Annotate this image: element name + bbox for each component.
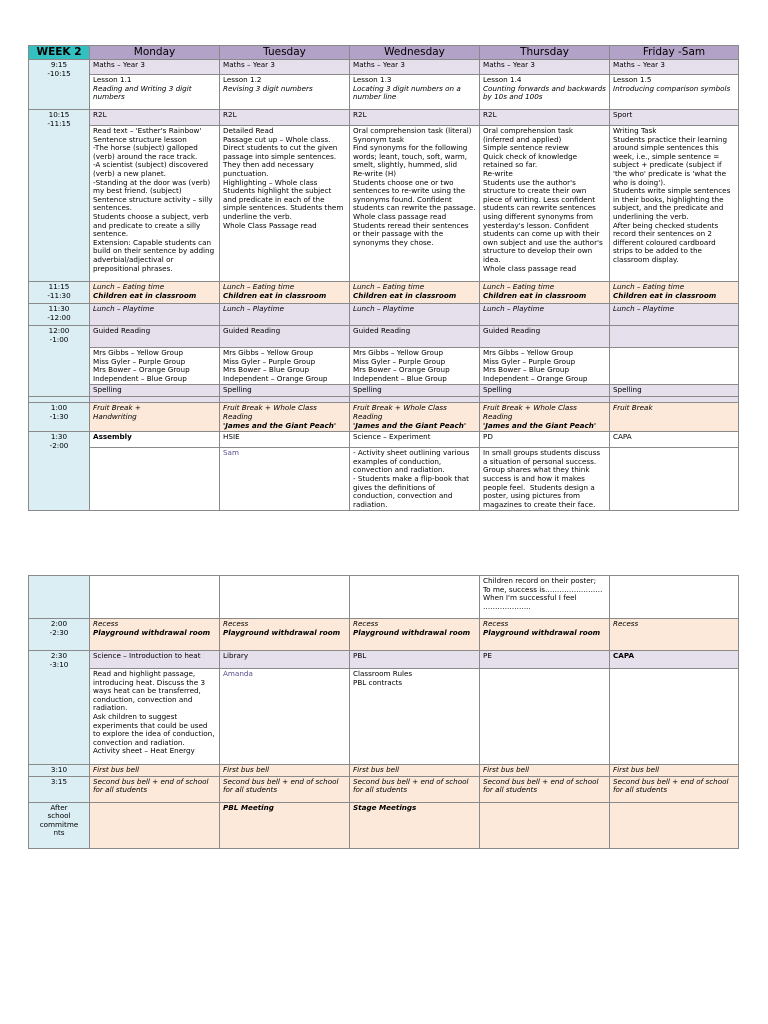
cell-empty (90, 448, 220, 511)
group-line: Independent – Blue Group (93, 373, 187, 383)
time-end: -11:15 (47, 118, 71, 128)
text-line: Classroom Rules (353, 669, 413, 678)
lesson-title: Lesson 1.4 (483, 75, 522, 84)
text-line: Recess (93, 619, 119, 628)
time-slot (29, 619, 90, 651)
text-line: Oral comprehension task (literal) (353, 126, 472, 135)
group-line: Miss Gyler – Purple Group (93, 356, 186, 366)
text-line: Recess (613, 619, 639, 628)
cell-groups (90, 348, 220, 385)
timetable-afternoon (28, 575, 739, 849)
text-line: - Students make a flip-book that gives the definitions of conduction, convection and radiation. (353, 473, 472, 509)
time-end: -10:15 (47, 68, 71, 78)
text-line: Children record on their poster; (483, 576, 597, 585)
lesson-desc: Locating 3 digit numbers on a number line (353, 83, 464, 102)
day-header-monday: Monday (90, 46, 220, 60)
cell-guided-reading: Guided Reading (350, 326, 480, 348)
cell-fruit-break (350, 403, 480, 432)
teacher-name: Sam (223, 448, 239, 458)
group-line: Miss Gyler – Purple Group (223, 356, 316, 366)
cell-library: Library (220, 651, 350, 669)
text-line: Recess (223, 619, 249, 628)
group-line: Miss Gyler – Purple Group (483, 356, 576, 366)
cell-assembly: Assembly (90, 432, 220, 448)
cell-lesson (610, 75, 739, 110)
cell-lunch (610, 282, 739, 304)
cell-first-bus: First bus bell (610, 765, 739, 777)
cell-guided-reading (610, 326, 739, 348)
group-line: Mrs Gibbs – Yellow Group (483, 348, 574, 357)
cell-recess (90, 619, 220, 651)
time-start: 12:00 (48, 326, 70, 335)
cell-literacy-monday (90, 126, 220, 282)
text-line: Playground withdrawal room (353, 627, 471, 637)
time-label: After (50, 802, 68, 812)
week-label: WEEK 2 (29, 46, 90, 60)
day-header-thursday: Thursday (480, 46, 610, 60)
text-line: Playground withdrawal room (223, 627, 341, 637)
text-line: Playground withdrawal room (483, 627, 601, 637)
cell-literacy-wednesday (350, 126, 480, 282)
cell-poster (480, 576, 610, 619)
text-line: Whole class passage read (483, 263, 577, 273)
text-line: In small groups students discuss a situation of personal success. Group shares what they think success is and how it makes people feel. Students design a poster, using pictures from magazines to create their face. (483, 448, 603, 509)
cell-literacy-tuesday (220, 126, 350, 282)
lesson-desc: Revising 3 digit numbers (223, 83, 313, 93)
time-slot (29, 802, 90, 848)
cell-playtime: Lunch – Playtime (480, 304, 610, 326)
text-line: Fruit Break (613, 403, 653, 413)
text-line: 'James and the Giant Peach' (223, 420, 337, 430)
lunch-title: Lunch – Eating time (483, 282, 555, 291)
cell-pd-detail (480, 448, 610, 511)
text-line: Highlighting – Whole class (223, 177, 318, 187)
time-slot (29, 326, 90, 397)
cell-groups (350, 348, 480, 385)
lunch-title: Lunch – Eating time (613, 282, 685, 291)
cell-science-detail (350, 448, 480, 511)
text-line: Fruit Break + Whole Class Reading (223, 403, 320, 421)
cell-capa: CAPA (610, 651, 739, 669)
cell-empty (610, 669, 739, 765)
cell-guided-reading: Guided Reading (90, 326, 220, 348)
cell-lesson (350, 75, 480, 110)
text-line: Whole class passage read (353, 211, 447, 221)
cell-end-of-school: Second bus bell + end of school for all students (610, 776, 739, 802)
group-line: Independent – Orange Group (223, 373, 328, 383)
text-line: - Activity sheet outlining various examples of conduction, convection and radiation. (353, 448, 472, 475)
cell-lesson (480, 75, 610, 110)
text-line: Extension: Capable students can build on their sentence by adding adverbial/adjectival or prepositional phrases. (93, 237, 217, 273)
cell-after-school (90, 802, 220, 848)
text-line: When I'm successful I feel ……………….. (483, 593, 579, 611)
time-slot (29, 432, 90, 511)
lunch-title: Lunch – Eating time (353, 282, 425, 291)
cell-groups (480, 348, 610, 385)
time-start: 1:30 (50, 432, 68, 442)
cell-recess (610, 619, 739, 651)
cell-maths: Maths – Year 3 (350, 60, 480, 75)
time-slot (29, 304, 90, 326)
time-start: 1:00 (50, 403, 68, 413)
cell-guided-reading: Guided Reading (480, 326, 610, 348)
lunch-sub: Children eat in classroom (223, 290, 327, 300)
group-line: Mrs Gibbs – Yellow Group (93, 348, 184, 357)
cell-recess (220, 619, 350, 651)
cell-groups-empty (610, 348, 739, 385)
time-slot (29, 776, 90, 802)
cell-after-school (610, 802, 739, 848)
cell-playtime: Lunch – Playtime (90, 304, 220, 326)
group-line: Mrs Bower – Blue Group (483, 365, 570, 375)
cell-library-detail (220, 669, 350, 765)
text-line: Sentence structure activity – silly sentences. (93, 194, 215, 213)
cell-lunch (480, 282, 610, 304)
time-label: school (47, 811, 71, 821)
cell-r2l: R2L (90, 110, 220, 126)
cell-empty (220, 576, 350, 619)
group-line: Miss Gyler – Purple Group (353, 356, 446, 366)
cell-spelling: Spelling (610, 385, 739, 397)
text-line: Students choose a subject, verb and predicate to create a silly sentence. (93, 211, 211, 239)
cell-pbl-detail (350, 669, 480, 765)
text-line: Passage cut up – Whole class. Direct students to cut the given passage into simple sentences. They then add necessary punctuation. (223, 134, 340, 178)
time-end: -2:30 (49, 627, 69, 637)
cell-end-of-school: Second bus bell + end of school for all students (350, 776, 480, 802)
text-line: Read and highlight passage, introducing heat. Discuss the 3 ways heat can be transferred, conduction, convection and radiation. (93, 669, 208, 713)
cell-first-bus: First bus bell (350, 765, 480, 777)
text-line: Students choose one or two sentences to re-write using the synonyms found. Confident students can rewrite the passage. (353, 177, 476, 213)
cell-after-school: Stage Meetings (350, 802, 480, 848)
text-line: Students use the author's structure to create their own piece of writing. Less confident students can rewrite sentences using different synonyms from yesterday's lesson. Confident students can come up with their own subject and use the author's structure to develop their own idea. (483, 177, 606, 264)
time-start: 11:30 (48, 304, 70, 313)
cell-first-bus: First bus bell (480, 765, 610, 777)
cell-literacy-friday (610, 126, 739, 282)
text-line: Handwriting (93, 411, 137, 421)
cell-spelling: Spelling (90, 385, 220, 397)
time-start: 2:00 (50, 619, 68, 628)
cell-science-detail (90, 669, 220, 765)
cell-groups (220, 348, 350, 385)
cell-recess (480, 619, 610, 651)
text-line: Re-write (483, 168, 513, 178)
time-slot (29, 651, 90, 765)
cell-empty (610, 576, 739, 619)
cell-pbl: PBL (350, 651, 480, 669)
cell-pd: PD (480, 432, 610, 448)
time-label: commitme (39, 819, 79, 829)
cell-end-of-school: Second bus bell + end of school for all students (480, 776, 610, 802)
lesson-title: Lesson 1.5 (613, 75, 652, 84)
cell-literacy-thursday (480, 126, 610, 282)
time-start: 11:15 (48, 282, 70, 291)
time-start: 2:30 (50, 651, 68, 660)
group-line: Mrs Gibbs – Yellow Group (223, 348, 314, 357)
cell-capa: CAPA (610, 432, 739, 448)
text-line: Quick check of knowledge retained so far. (483, 151, 580, 170)
lunch-sub: Children eat in classroom (613, 290, 717, 300)
lesson-title: Lesson 1.1 (93, 75, 132, 84)
cell-playtime: Lunch – Playtime (220, 304, 350, 326)
lesson-desc: Reading and Writing 3 digit numbers (93, 83, 194, 102)
cell-lesson (220, 75, 350, 110)
cell-playtime: Lunch – Playtime (610, 304, 739, 326)
cell-sport: Sport (610, 110, 739, 126)
group-line: Mrs Bower – Orange Group (93, 365, 190, 375)
cell-maths: Maths – Year 3 (90, 60, 220, 75)
time-end: -3:10 (49, 659, 69, 669)
time-start: 9:15 (50, 60, 68, 69)
cell-science: Science – Experiment (350, 432, 480, 448)
time-slot (29, 765, 90, 777)
text-line: Writing Task (613, 126, 657, 135)
cell-empty (350, 576, 480, 619)
cell-empty (610, 448, 739, 511)
cell-science-heat: Science – Introduction to heat (90, 651, 220, 669)
cell-spelling: Spelling (480, 385, 610, 397)
cell-empty (480, 669, 610, 765)
text-line: -Standing at the door was (verb) my best friend. (subject) (93, 177, 213, 196)
text-line: Students write simple sentences in their books, highlighting the subject, and the predicate and underlining the verb. (613, 186, 733, 221)
cell-maths: Maths – Year 3 (610, 60, 739, 75)
cell-lunch (220, 282, 350, 304)
time-slot (29, 403, 90, 432)
time-label: nts (53, 828, 65, 838)
text-line: Activity sheet – Heat Energy (93, 746, 195, 756)
text-line: Playground withdrawal room (93, 627, 211, 637)
text-line: Students reread their sentences or their passage with the synonyms they chose. (353, 220, 471, 247)
text-line: Students highlight the subject and predicate in each of the simple sentences. Students them underline the verb. (223, 186, 346, 221)
text-line: Synonym task (353, 134, 404, 144)
cell-end-of-school: Second bus bell + end of school for all students (220, 776, 350, 802)
group-line: Independent – Orange Group (483, 373, 588, 383)
text-line: 'James and the Giant Peach' (483, 420, 597, 430)
lesson-title: Lesson 1.3 (353, 75, 392, 84)
text-line: Find synonyms for the following words; leant, touch, soft, warm, smelt, slightly, hummed, slid (353, 143, 470, 170)
text-line: Fruit Break + Whole Class Reading (353, 403, 450, 421)
cell-first-bus: First bus bell (90, 765, 220, 777)
day-header-wednesday: Wednesday (350, 46, 480, 60)
text-line: Oral comprehension task (inferred and applied) (483, 126, 576, 144)
lunch-sub: Children eat in classroom (93, 290, 197, 300)
lunch-title: Lunch – Eating time (93, 282, 165, 291)
cell-maths: Maths – Year 3 (480, 60, 610, 75)
time-end: -2:00 (49, 440, 69, 450)
time-end: -12:00 (47, 312, 71, 322)
text-line: Recess (483, 619, 509, 628)
cell-r2l: R2L (220, 110, 350, 126)
text-line: -A scientist (subject) discovered (verb) a new planet. (93, 160, 211, 178)
text-line: Whole Class Passage read (223, 220, 317, 230)
group-line: Mrs Bower – Blue Group (223, 365, 310, 375)
lesson-desc: Counting forwards and backwards by 10s and 100s (483, 83, 609, 102)
time-start: 3:10 (50, 765, 68, 774)
lunch-sub: Children eat in classroom (483, 290, 587, 300)
text-line: Fruit Break + Whole Class Reading (483, 403, 580, 421)
text-line: Sentence structure lesson (93, 134, 187, 144)
group-line: Mrs Gibbs – Yellow Group (353, 348, 444, 357)
text-line: Simple sentence review (483, 143, 569, 153)
timetable-week-2 (28, 45, 739, 511)
cell-maths: Maths – Year 3 (220, 60, 350, 75)
text-line: To me, success is…………………… (483, 584, 603, 594)
lesson-title: Lesson 1.2 (223, 75, 262, 84)
cell-hsie: HSIE (220, 432, 350, 448)
text-line: Detailed Read (223, 126, 274, 135)
cell-lunch (90, 282, 220, 304)
time-end: -1:30 (49, 411, 69, 421)
cell-empty (90, 576, 220, 619)
lesson-desc: Introducing comparison symbols (613, 83, 731, 93)
time-slot (29, 282, 90, 304)
time-start: 10:15 (48, 110, 70, 119)
cell-pe: PE (480, 651, 610, 669)
cell-after-school (480, 802, 610, 848)
group-line: Independent – Blue Group (353, 373, 447, 383)
cell-fruit-break (220, 403, 350, 432)
time-end: -11:30 (47, 290, 71, 300)
text-line: Re-write (H) (353, 168, 397, 178)
day-header-friday: Friday -Sam (610, 46, 739, 60)
cell-guided-reading: Guided Reading (220, 326, 350, 348)
cell-spelling: Spelling (220, 385, 350, 397)
lunch-sub: Children eat in classroom (353, 290, 457, 300)
cell-end-of-school: Second bus bell + end of school for all students (90, 776, 220, 802)
cell-recess (350, 619, 480, 651)
cell-after-school: PBL Meeting (220, 802, 350, 848)
lunch-title: Lunch – Eating time (223, 282, 295, 291)
text-line: 'James and the Giant Peach' (353, 420, 467, 430)
cell-spelling: Spelling (350, 385, 480, 397)
cell-lesson (90, 75, 220, 110)
time-start: 3:15 (50, 776, 68, 786)
time-slot (29, 110, 90, 282)
text-line: PBL contracts (353, 677, 403, 687)
day-header-tuesday: Tuesday (220, 46, 350, 60)
cell-fruit-break (610, 403, 739, 432)
text-line: Students practice their learning around simple sentences this week, i.e., simple sentence = subject + predicate (subject if 'the who' predicate is 'what the who is doing'). (613, 134, 730, 187)
cell-playtime: Lunch – Playtime (350, 304, 480, 326)
text-line: Recess (353, 619, 379, 628)
cell-r2l: R2L (350, 110, 480, 126)
time-end: -1:00 (49, 334, 69, 344)
cell-hsie-detail (220, 448, 350, 511)
text-line: -The horse (subject) galloped (verb) around the race track. (93, 143, 201, 161)
cell-fruit-break (480, 403, 610, 432)
cell-lunch (350, 282, 480, 304)
text-line: Fruit Break + (93, 403, 141, 413)
text-line: Read text – 'Esther's Rainbow' (93, 126, 202, 135)
text-line: After being checked students record their sentences on 2 different coloured cardboard strips to be added to the classroom display. (613, 220, 721, 264)
teacher-name: Amanda (223, 669, 253, 678)
time-slot (29, 60, 90, 110)
text-line: Ask children to suggest experiments that could be used to explore the idea of conduction, convection and radiation. (93, 711, 217, 747)
cell-first-bus: First bus bell (220, 765, 350, 777)
cell-fruit-break (90, 403, 220, 432)
cell-r2l: R2L (480, 110, 610, 126)
time-spacer (29, 576, 90, 619)
group-line: Mrs Bower – Orange Group (353, 365, 450, 375)
